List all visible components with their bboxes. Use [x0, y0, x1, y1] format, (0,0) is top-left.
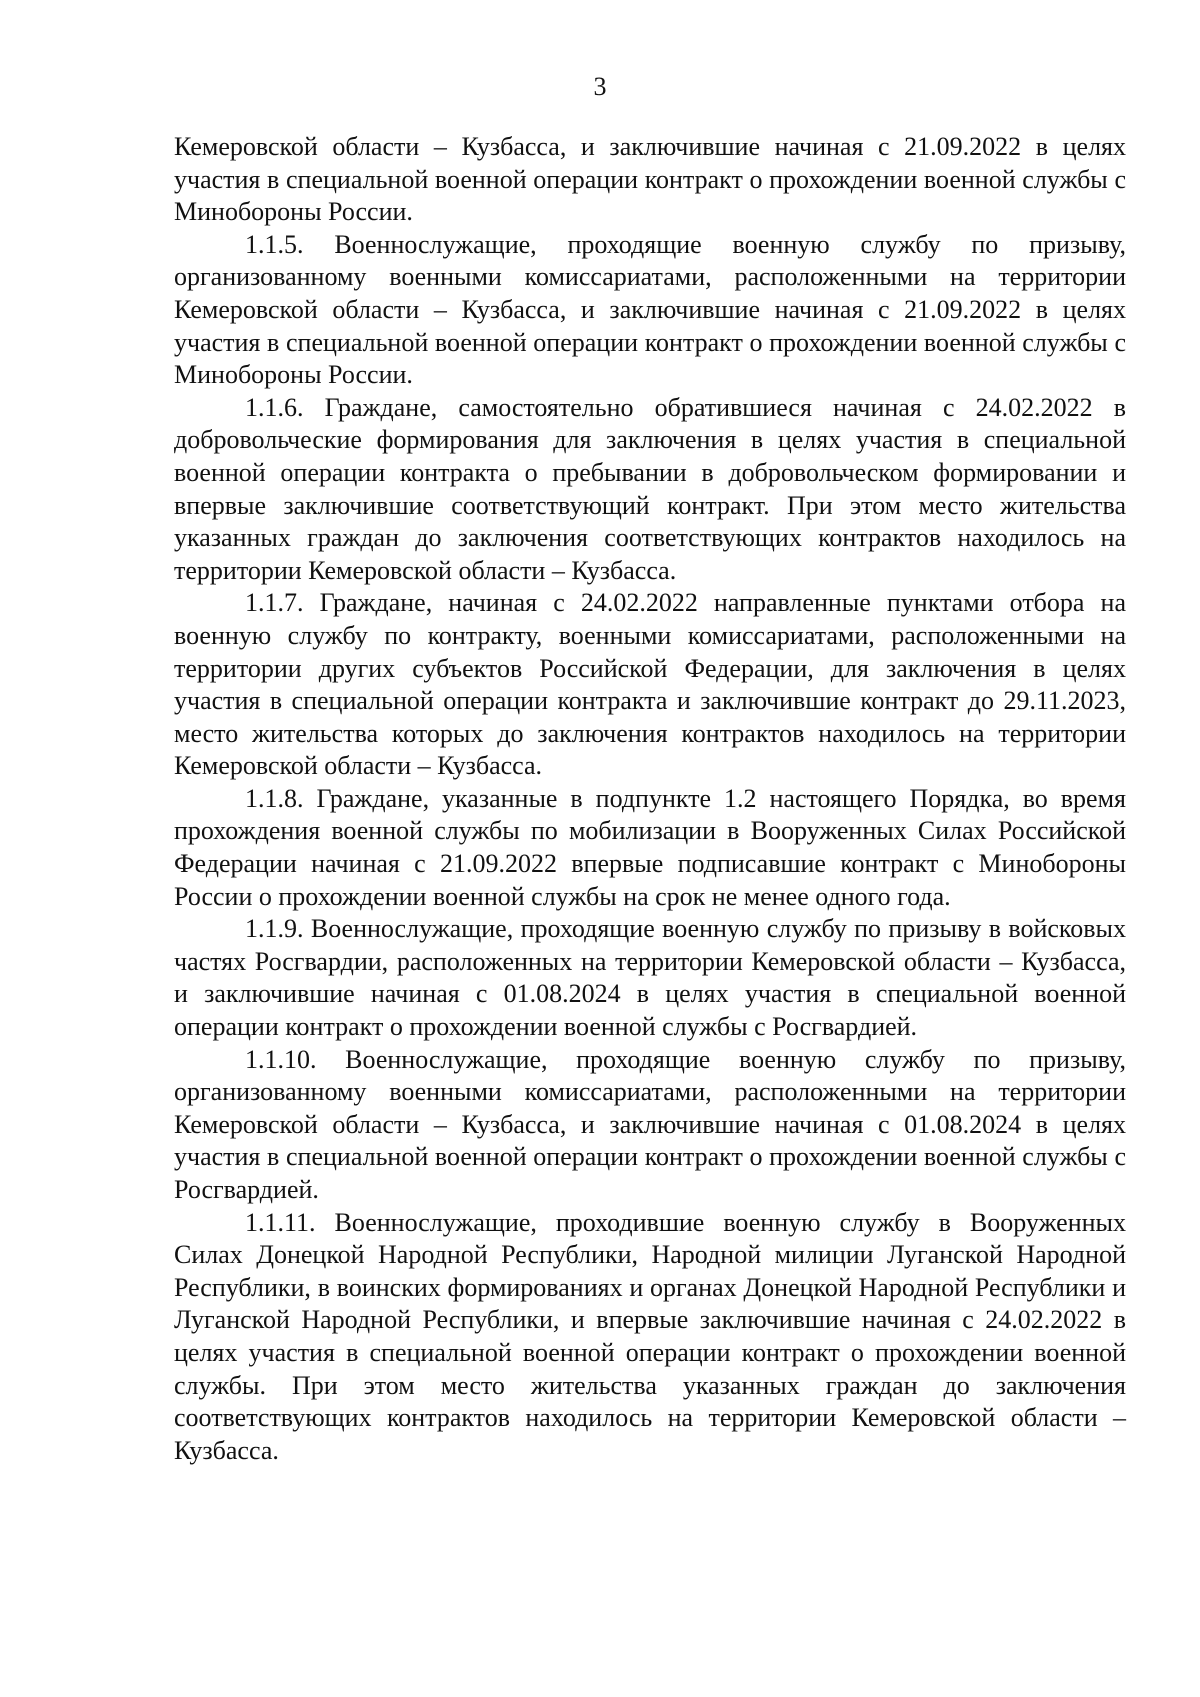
page-number: 3 [593, 72, 607, 101]
document-body [174, 131, 1126, 1467]
paragraph-1-1-11: 1.1.11. Военнослужащие, проходившие военную службу в Вооруженных Силах Донецкой Народной Республики, Народной милиции Луганской Народной Республики, в воинских формированиях и органах Донецкой Народной Республики и Луганской Народной Республики, и впервые заключившие начиная с 24.02.2022 в целях участия в специальной военной операции контракт о прохождении военной службы. При этом место жительства указанных граждан до заключения соответствующих контрактов находилось на территории Кемеровской области – Кузбасса. [174, 1207, 1126, 1465]
paragraph-1-1-9: 1.1.9. Военнослужащие, проходящие военную службу по призыву в войсковых частях Росгвардии, расположенных на территории Кемеровской области – Кузбасса, и заключившие начиная с 01.08.2024 в целях участия в специальной военной операции контракт о прохождении военной службы с Росгвардией. [174, 914, 1126, 1042]
paragraph-continuation: Кемеровской области – Кузбасса, и заключившие начиная с 21.09.2022 в целях участия в специальной военной операции контракт о прохождении военной службы с Минобороны России. [174, 132, 1126, 227]
paragraph-1-1-6: 1.1.6. Граждане, самостоятельно обратившиеся начиная с 24.02.2022 в добровольческие формирования для заключения в целях участия в специальной военной операции контракта о пребывании в добровольческом формировании и впервые заключившие соответствующий контракт. При этом место жительства указанных граждан до заключения соответствующих контрактов находилось на территории Кемеровской области – Кузбасса. [174, 392, 1126, 585]
paragraph-1-1-8: 1.1.8. Граждане, указанные в подпункте 1.2 настоящего Порядка, во время прохождения военной службы по мобилизации в Вооруженных Силах Российской Федерации начиная с 21.09.2022 впервые подписавшие контракт с Минобороны России о прохождении военной службы на срок не менее одного года. [174, 783, 1126, 911]
paragraph-1-1-5: 1.1.5. Военнослужащие, проходящие военную службу по призыву, организованному военными комиссариатами, расположенными на территории Кемеровской области – Кузбасса, и заключившие начиная с 21.09.2022 в целях участия в специальной военной операции контракт о прохождении военной службы с Минобороны России. [174, 229, 1126, 390]
paragraph-1-1-7: 1.1.7. Граждане, начиная с 24.02.2022 направленные пунктами отбора на военную службу по контракту, военными комиссариатами, расположенными на территории других субъектов Российской Федерации, для заключения в целях участия в специальной операции контракта и заключившие контракт до 29.11.2023, место жительства которых до заключения контрактов находилось на территории Кемеровской области – Кузбасса. [174, 588, 1126, 781]
paragraph-1-1-10: 1.1.10. Военнослужащие, проходящие военную службу по призыву, организованному военными комиссариатами, расположенными на территории Кемеровской области – Кузбасса, и заключившие начиная с 01.08.2024 в целях участия в специальной военной операции контракт о прохождении военной службы с Росгвардией. [174, 1044, 1126, 1204]
